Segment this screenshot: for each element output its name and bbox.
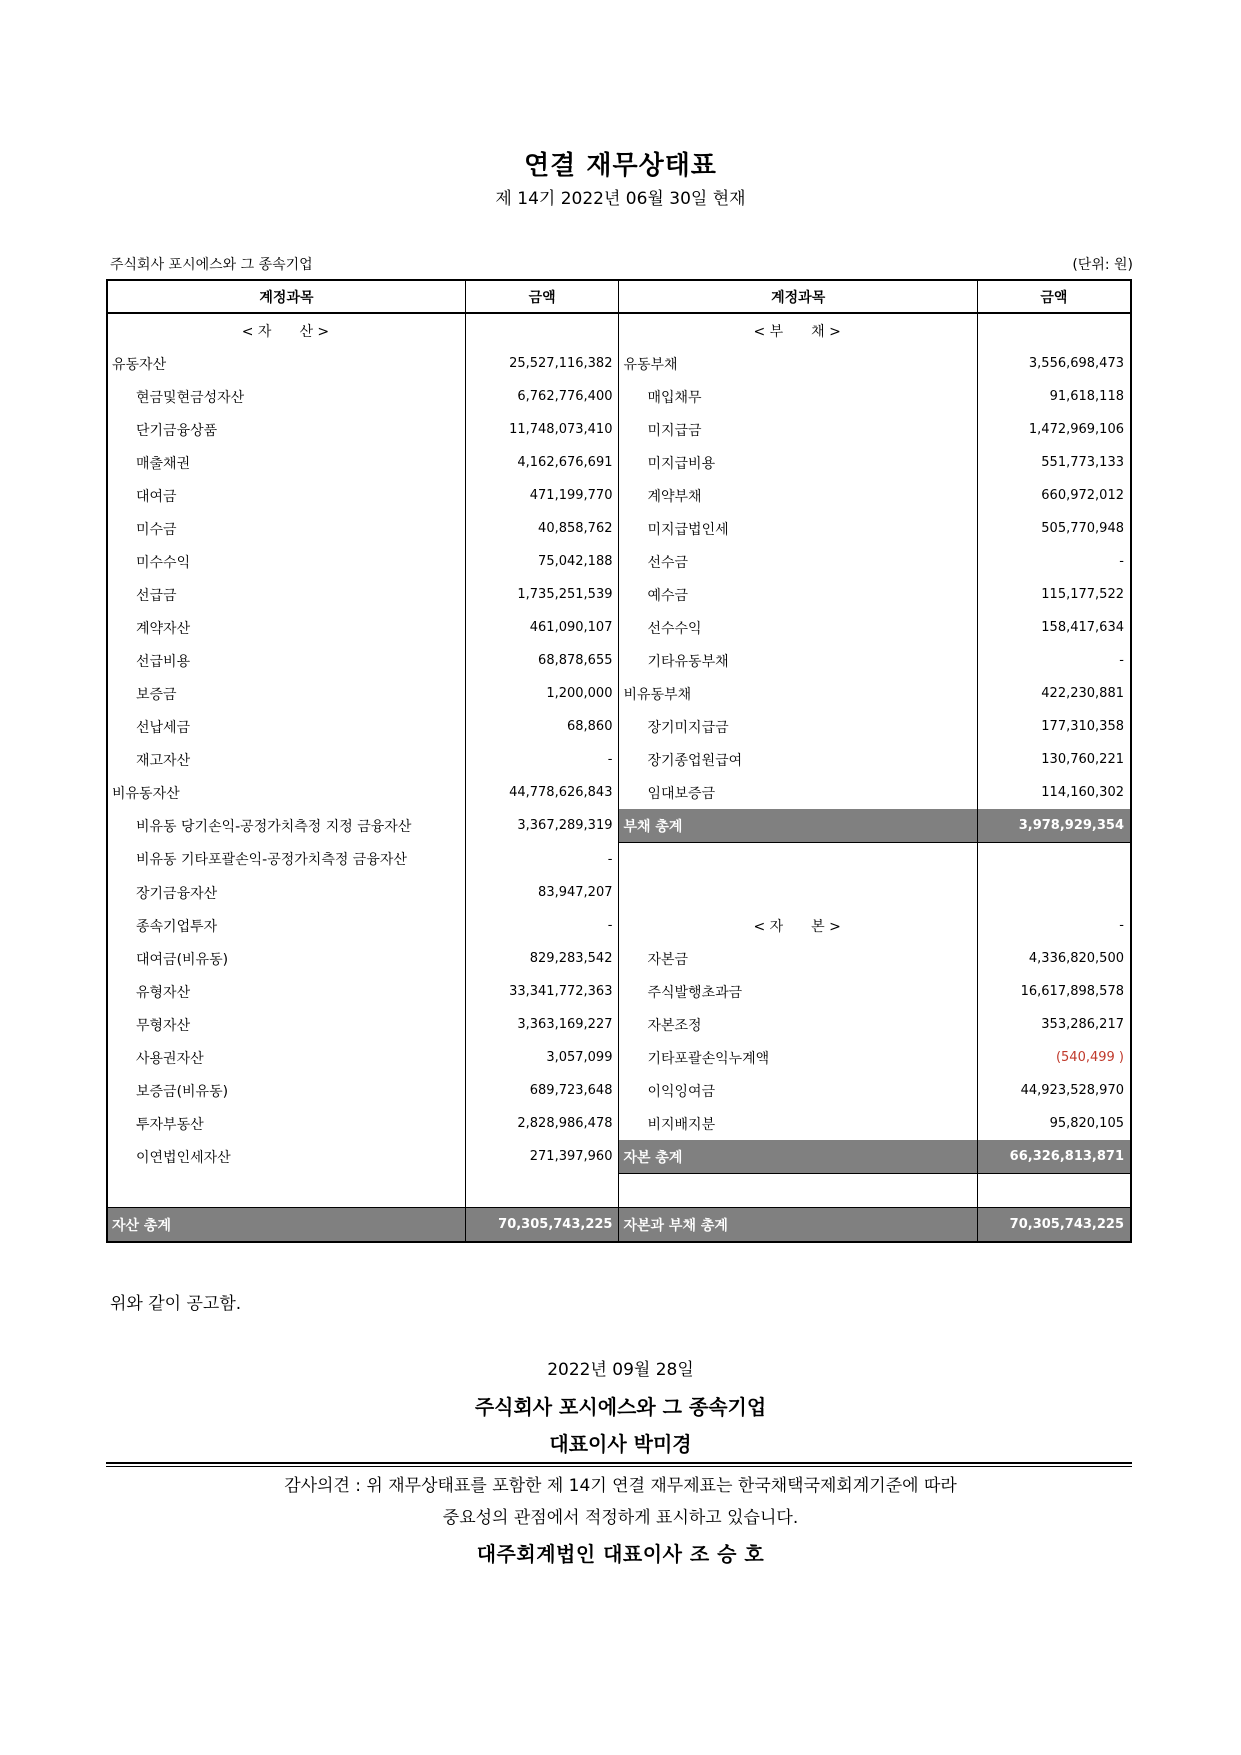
left-amount-cell: 75,042,188 <box>465 545 619 578</box>
left-amount-cell: 44,778,626,843 <box>465 776 619 809</box>
table-row <box>107 479 1131 512</box>
right-account-cell <box>619 1174 977 1208</box>
right-account-cell: 이익잉여금 <box>619 1074 977 1107</box>
right-account-cell: 계약부채 <box>619 479 977 512</box>
right-amount-cell: 1,472,969,106 <box>977 413 1131 446</box>
table-row <box>107 876 1131 909</box>
right-account-cell: 기타포괄손익누계액 <box>619 1041 977 1074</box>
table-row <box>107 776 1131 809</box>
table-row <box>107 512 1131 545</box>
left-account-cell: 자산 총계 <box>107 1208 465 1243</box>
left-amount-cell: 2,828,986,478 <box>465 1107 619 1140</box>
table-row <box>107 578 1131 611</box>
left-amount-cell: 1,735,251,539 <box>465 578 619 611</box>
left-account-cell: 대여금(비유동) <box>107 942 465 975</box>
right-account-cell: 미지급법인세 <box>619 512 977 545</box>
right-amount-cell: 70,305,743,225 <box>977 1208 1131 1243</box>
table-row <box>107 677 1131 710</box>
right-account-cell: 미지급비용 <box>619 446 977 479</box>
table-row <box>107 809 1131 843</box>
company-name-label: 주식회사 포시에스와 그 종속기업 <box>110 257 313 273</box>
table-row <box>107 644 1131 677</box>
left-amount-cell: 83,947,207 <box>465 876 619 909</box>
table-row <box>107 942 1131 975</box>
left-account-cell: < 자 산 > <box>107 313 465 347</box>
left-amount-cell: 829,283,542 <box>465 942 619 975</box>
left-account-cell: 보증금(비유동) <box>107 1074 465 1107</box>
right-account-cell: 자본과 부채 총계 <box>619 1208 977 1243</box>
left-account-cell: 유형자산 <box>107 975 465 1008</box>
header-account-right: 계정과목 <box>619 280 977 313</box>
table-header-row <box>107 280 1131 313</box>
left-account-cell: 대여금 <box>107 479 465 512</box>
right-account-cell: < 부 채 > <box>619 313 977 347</box>
left-amount-cell: 70,305,743,225 <box>465 1208 619 1243</box>
right-account-cell: 비지배지분 <box>619 1107 977 1140</box>
left-account-cell: 이연법인세자산 <box>107 1140 465 1174</box>
right-amount-cell: 158,417,634 <box>977 611 1131 644</box>
left-account-cell: 선납세금 <box>107 710 465 743</box>
left-amount-cell: 3,363,169,227 <box>465 1008 619 1041</box>
right-amount-cell: - <box>977 545 1131 578</box>
right-amount-cell: 3,556,698,473 <box>977 347 1131 380</box>
company-name: 주식회사 포시에스와 그 종속기업 <box>474 1395 767 1419</box>
right-account-cell <box>619 876 977 909</box>
right-amount-cell: 551,773,133 <box>977 446 1131 479</box>
table-row <box>107 347 1131 380</box>
left-amount-cell: 461,090,107 <box>465 611 619 644</box>
divider-line <box>106 1462 1132 1467</box>
right-account-cell: 예수금 <box>619 578 977 611</box>
right-amount-cell: 4,336,820,500 <box>977 942 1131 975</box>
announcement-date: 2022년 09월 28일 <box>547 1360 694 1380</box>
table-row <box>107 313 1131 347</box>
left-amount-cell: 1,200,000 <box>465 677 619 710</box>
table-row <box>107 611 1131 644</box>
left-amount-cell: 471,199,770 <box>465 479 619 512</box>
table-row <box>107 1174 1131 1208</box>
right-account-cell: 자본금 <box>619 942 977 975</box>
right-amount-cell <box>977 843 1131 877</box>
right-amount-cell: 91,618,118 <box>977 380 1131 413</box>
right-account-cell: 유동부채 <box>619 347 977 380</box>
left-amount-cell: 68,860 <box>465 710 619 743</box>
left-account-cell: 사용권자산 <box>107 1041 465 1074</box>
audit-opinion-line-2: 중요성의 관점에서 적정하게 표시하고 있습니다. <box>442 1508 799 1528</box>
left-account-cell: 비유동 당기손익-공정가치측정 지정 금융자산 <box>107 809 465 843</box>
left-amount-cell: 25,527,116,382 <box>465 347 619 380</box>
header-account-left: 계정과목 <box>107 280 465 313</box>
left-amount-cell <box>465 313 619 347</box>
left-account-cell: 유동자산 <box>107 347 465 380</box>
right-amount-cell: 114,160,302 <box>977 776 1131 809</box>
table-row <box>107 1074 1131 1107</box>
table-row <box>107 413 1131 446</box>
left-amount-cell: 3,367,289,319 <box>465 809 619 843</box>
left-account-cell: 매출채권 <box>107 446 465 479</box>
right-account-cell: < 자 본 > <box>619 909 977 942</box>
audit-opinion-line-1: 감사의견 : 위 재무상태표를 포함한 제 14기 연결 재무제표는 한국채택국제회계기준에 따라 <box>284 1476 957 1496</box>
right-amount-cell: - <box>977 644 1131 677</box>
left-amount-cell: 68,878,655 <box>465 644 619 677</box>
left-amount-cell: 11,748,073,410 <box>465 413 619 446</box>
left-account-cell: 선급비용 <box>107 644 465 677</box>
table-row <box>107 1107 1131 1140</box>
left-amount-cell <box>465 1174 619 1208</box>
right-account-cell <box>619 843 977 877</box>
right-amount-cell <box>977 313 1131 347</box>
ceo-name: 대표이사 박미경 <box>549 1432 692 1456</box>
table-row <box>107 1140 1131 1174</box>
header-amount-left: 금액 <box>465 280 619 313</box>
right-account-cell: 비유동부채 <box>619 677 977 710</box>
left-account-cell: 무형자산 <box>107 1008 465 1041</box>
left-account-cell: 계약자산 <box>107 611 465 644</box>
balance-sheet-body <box>107 313 1131 1242</box>
right-amount-cell: 130,760,221 <box>977 743 1131 776</box>
right-amount-cell: 3,978,929,354 <box>977 809 1131 843</box>
right-account-cell: 장기미지급금 <box>619 710 977 743</box>
left-account-cell: 투자부동산 <box>107 1107 465 1140</box>
left-amount-cell: 4,162,676,691 <box>465 446 619 479</box>
table-row <box>107 975 1131 1008</box>
left-account-cell: 단기금융상품 <box>107 413 465 446</box>
right-amount-cell: 16,617,898,578 <box>977 975 1131 1008</box>
right-account-cell: 장기종업원급여 <box>619 743 977 776</box>
table-row <box>107 1208 1131 1243</box>
right-amount-cell: 353,286,217 <box>977 1008 1131 1041</box>
right-account-cell: 임대보증금 <box>619 776 977 809</box>
right-amount-cell: 44,923,528,970 <box>977 1074 1131 1107</box>
table-row <box>107 1008 1131 1041</box>
table-row <box>107 545 1131 578</box>
left-account-cell: 종속기업투자 <box>107 909 465 942</box>
left-account-cell: 미수수익 <box>107 545 465 578</box>
left-amount-cell: 6,762,776,400 <box>465 380 619 413</box>
right-account-cell: 매입채무 <box>619 380 977 413</box>
right-account-cell: 선수금 <box>619 545 977 578</box>
document-title: 연결 재무상태표 <box>524 151 717 181</box>
left-account-cell: 선급금 <box>107 578 465 611</box>
right-amount-cell: - <box>977 909 1131 942</box>
left-amount-cell: 40,858,762 <box>465 512 619 545</box>
table-row <box>107 843 1131 877</box>
right-amount-cell: 95,820,105 <box>977 1107 1131 1140</box>
right-account-cell: 주식발행초과금 <box>619 975 977 1008</box>
left-amount-cell: 3,057,099 <box>465 1041 619 1074</box>
right-amount-cell <box>977 1174 1131 1208</box>
auditor-name: 대주회계법인 대표이사 조 승 호 <box>476 1542 765 1566</box>
notice-text: 위와 같이 공고함. <box>110 1294 242 1314</box>
left-account-cell: 미수금 <box>107 512 465 545</box>
table-row <box>107 743 1131 776</box>
right-amount-cell: 422,230,881 <box>977 677 1131 710</box>
left-account-cell: 비유동 기타포괄손익-공정가치측정 금융자산 <box>107 843 465 877</box>
right-amount-cell: 66,326,813,871 <box>977 1140 1131 1174</box>
left-account-cell: 재고자산 <box>107 743 465 776</box>
document-subtitle: 제 14기 2022년 06월 30일 현재 <box>495 189 746 209</box>
right-account-cell: 기타유동부채 <box>619 644 977 677</box>
left-amount-cell: - <box>465 909 619 942</box>
left-account-cell: 비유동자산 <box>107 776 465 809</box>
unit-label: (단위: 원) <box>1072 257 1133 273</box>
right-account-cell: 선수수익 <box>619 611 977 644</box>
table-row <box>107 909 1131 942</box>
left-account-cell: 보증금 <box>107 677 465 710</box>
table-row <box>107 1041 1131 1074</box>
left-account-cell: 현금및현금성자산 <box>107 380 465 413</box>
table-row <box>107 446 1131 479</box>
left-account-cell: 장기금융자산 <box>107 876 465 909</box>
table-row <box>107 710 1131 743</box>
left-amount-cell: - <box>465 743 619 776</box>
header-amount-right: 금액 <box>977 280 1131 313</box>
right-account-cell: 자본 총계 <box>619 1140 977 1174</box>
right-amount-cell: 505,770,948 <box>977 512 1131 545</box>
right-amount-cell <box>977 876 1131 909</box>
left-account-cell <box>107 1174 465 1208</box>
right-account-cell: 자본조정 <box>619 1008 977 1041</box>
left-amount-cell: 689,723,648 <box>465 1074 619 1107</box>
right-amount-cell: 660,972,012 <box>977 479 1131 512</box>
left-amount-cell: - <box>465 843 619 877</box>
right-account-cell: 미지급금 <box>619 413 977 446</box>
left-amount-cell: 271,397,960 <box>465 1140 619 1174</box>
balance-sheet-table <box>106 279 1132 1243</box>
right-amount-cell: 115,177,522 <box>977 578 1131 611</box>
left-amount-cell: 33,341,772,363 <box>465 975 619 1008</box>
table-row <box>107 380 1131 413</box>
right-account-cell: 부채 총계 <box>619 809 977 843</box>
right-amount-cell: (540,499 ) <box>977 1041 1131 1074</box>
right-amount-cell: 177,310,358 <box>977 710 1131 743</box>
